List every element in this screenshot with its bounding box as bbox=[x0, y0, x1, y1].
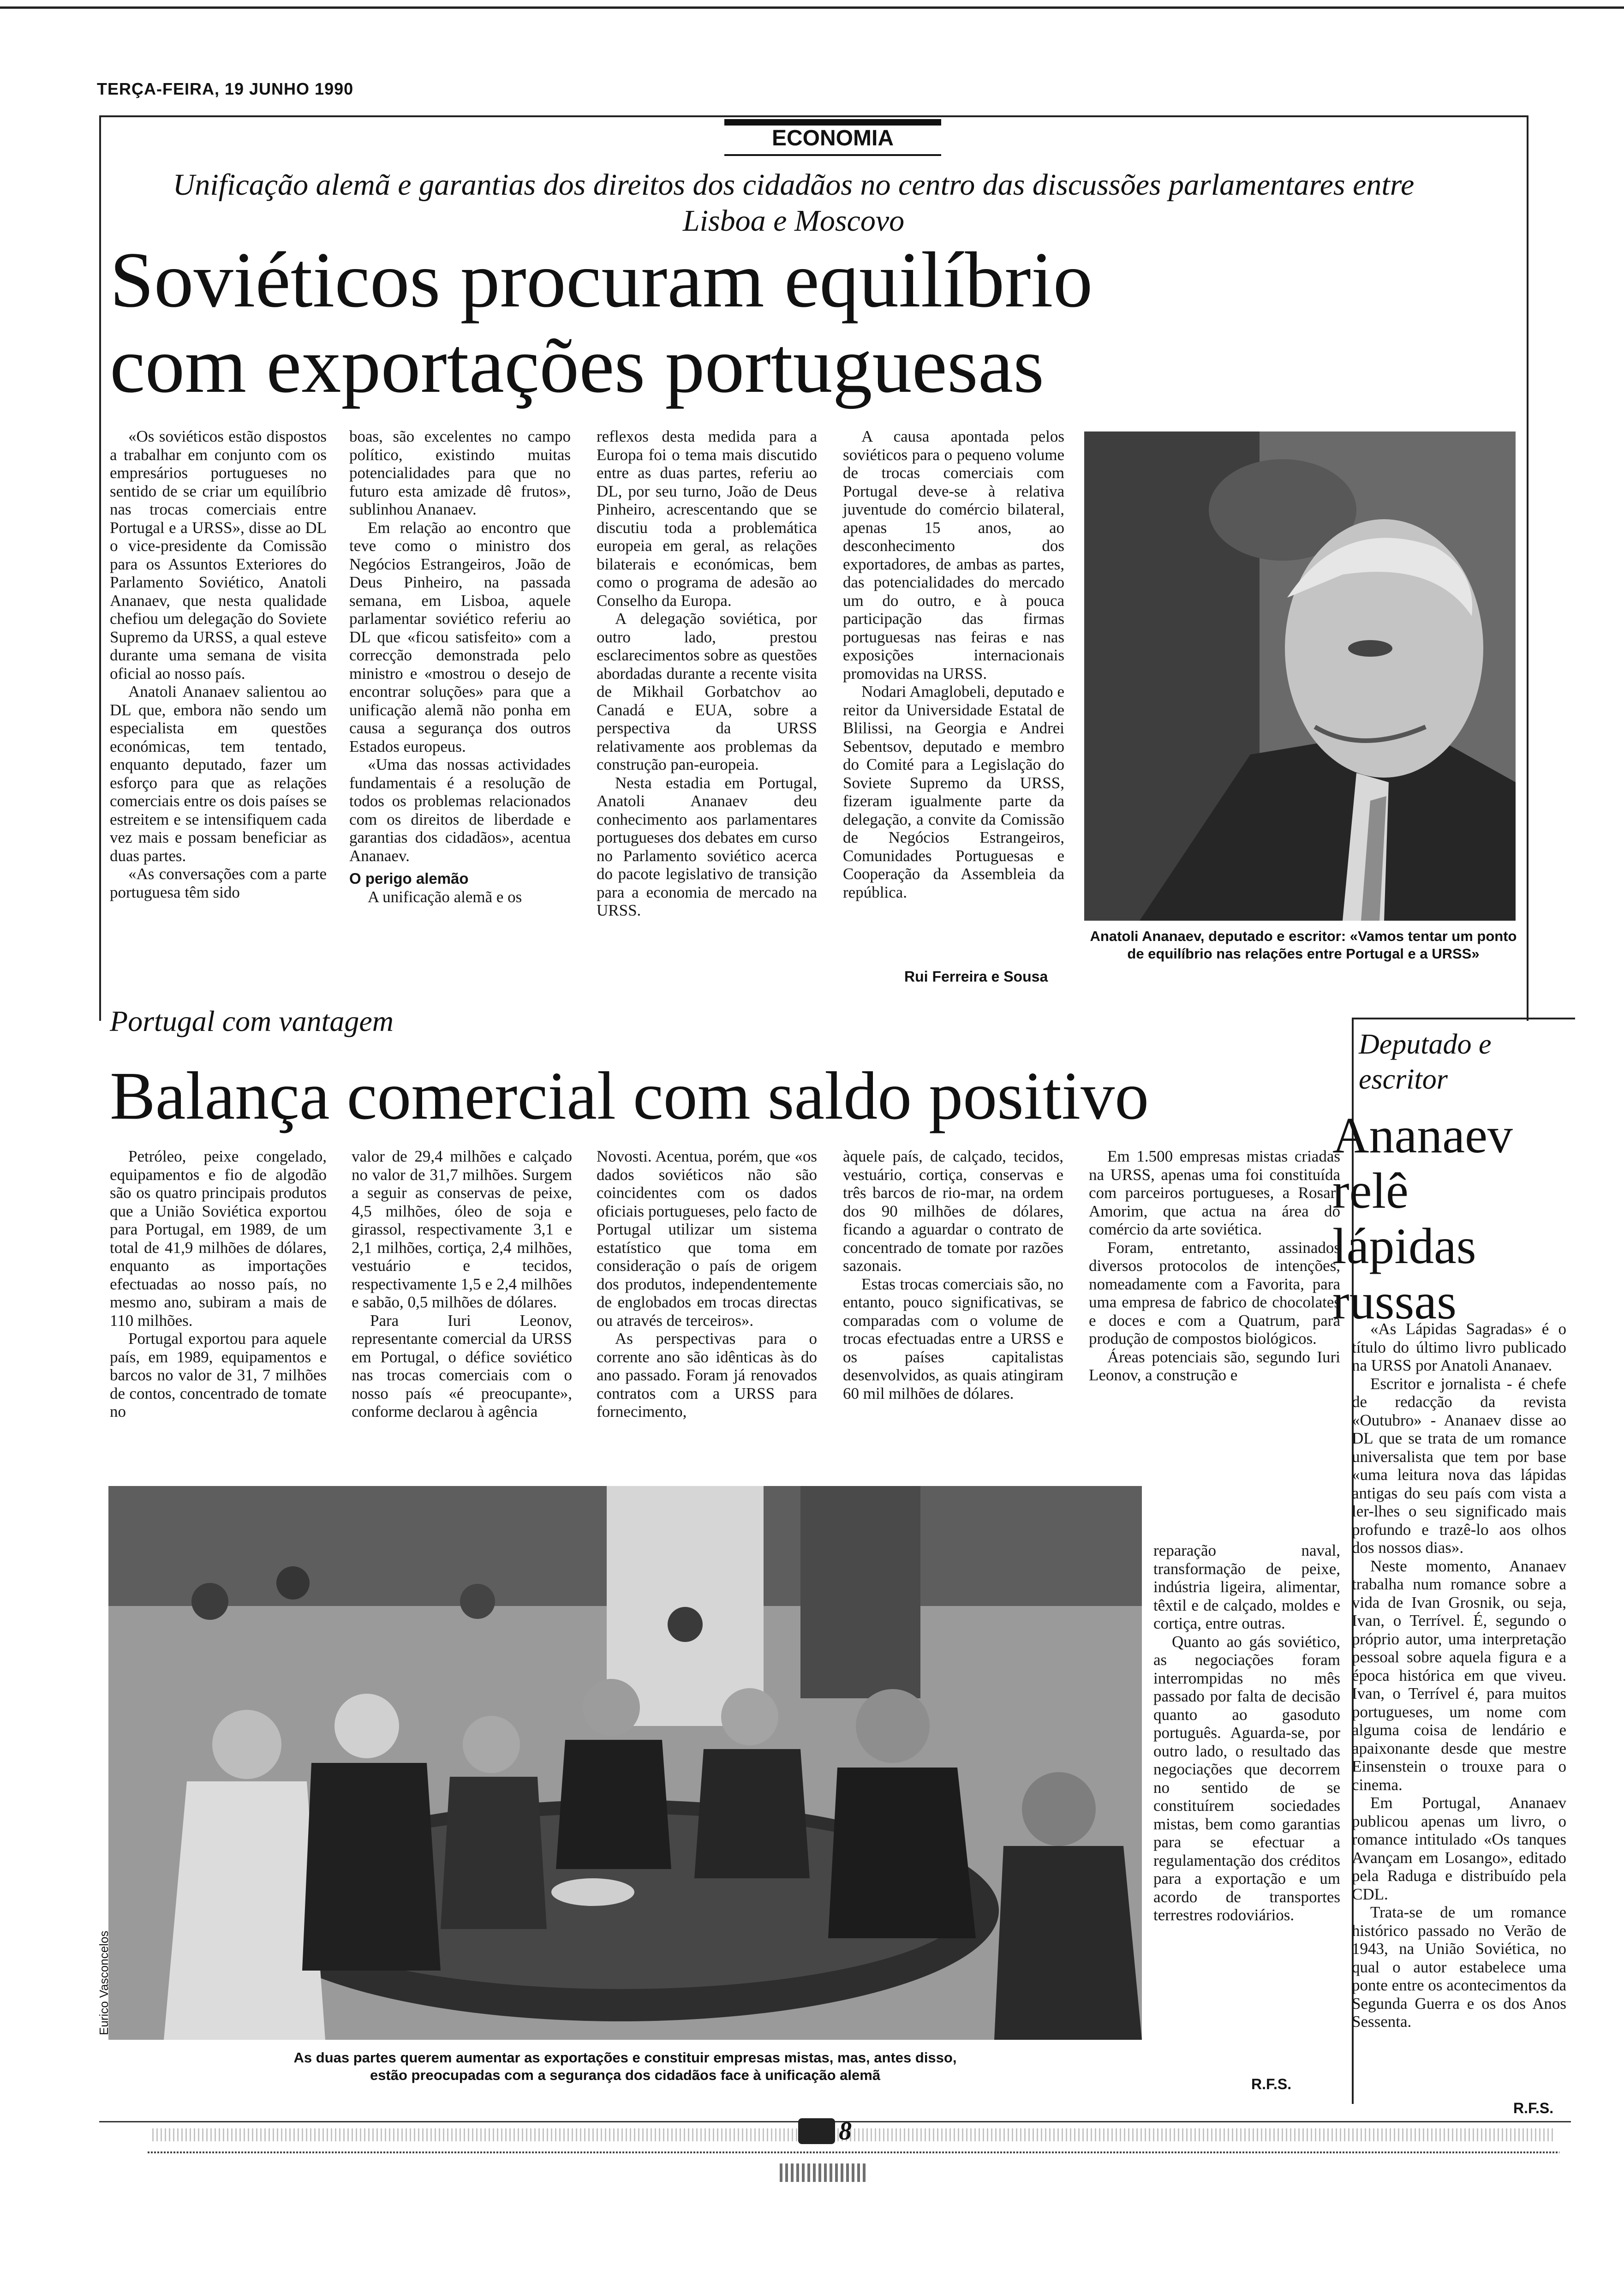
article1-col2 bbox=[349, 427, 571, 906]
paragraph: «As Lápidas Sagradas» é o título do último livro publicado na URSS por Anatoli Ananaev. bbox=[1352, 1320, 1566, 1374]
section-underline bbox=[724, 154, 941, 156]
paragraph: Em Portugal, Ananaev publicou apenas um livro, o romance intitulado «Os tanques Avançam em Losango», editado pela Raduga e distribuído pela CDL. bbox=[1352, 1794, 1566, 1903]
paragraph: A delegação soviética, por outro lado, prestou esclarecimentos sobre as questões abordadas durante a recente visita de Mikhail Gorbatchov ao Canadá e EUA, sobre a perspectiva da URSS relativamente aos problemas da construção pan-europeia. bbox=[597, 610, 817, 773]
paragraph: valor de 29,4 milhões e calçado no valor de 31,7 milhões. Surgem a seguir as conservas de peixe, 4,5 milhões, óleo de soja e girassol, respectivamente 3,1 e 2,1 milhões, cortiça, 2,4 milhões, vestuário e tecidos, respectivamente 1,5 e 2,4 milhões e sabão, 0,5 milhões de dólares. bbox=[352, 1147, 572, 1311]
article2-byline: R.F.S. bbox=[1251, 2076, 1292, 2092]
paragraph: reparação naval, transformação de peixe, indústria ligeira, alimentar, têxtil e de calçado, moldes e cortiça, entre outras. bbox=[1153, 1541, 1340, 1632]
paragraph: Para Iuri Leonov, representante comercial da URSS em Portugal, o défice soviético nas trocas comerciais com o nosso país «é preocupante», conforme declarou à agência bbox=[352, 1311, 572, 1420]
paragraph: Trata-se de um romance histórico passado no Verão de 1943, na União Soviética, no qual o autor estabelece uma ponte entre os acontecimentos da Segunda Guerra e os dos Anos Sessenta. bbox=[1352, 1903, 1566, 2031]
sidebar-byline: R.F.S. bbox=[1513, 2100, 1554, 2116]
subheading: O perigo alemão bbox=[349, 870, 469, 887]
article1-col3 bbox=[597, 427, 817, 920]
paragraph: «Os soviéticos estão dispostos a trabalhar em conjunto com os empresários portugueses no sentido de se criar um equilíbrio nas trocas comerciais entre Portugal e a URSS», disse ao DL o vice-presidente da Comissão para os Assuntos Exteriores do Parlamento Soviético, Anatoli Ananaev, que nesta qualidade chefiou um delegação do Soviete Supremo da URSS, a qual esteve durante uma semana de visita oficial ao nosso país. bbox=[110, 427, 327, 683]
article1-byline: Rui Ferreira e Sousa bbox=[904, 968, 1048, 985]
paragraph: Em 1.500 empresas mistas criadas na URSS, apenas uma foi constituída com parceiros portugueses, a Rosart Amorim, que actua na área do comércio da arte soviética. bbox=[1089, 1147, 1340, 1238]
paragraph: Foram, entretanto, assinados diversos protocolos de intenções, nomeadamente com a Favorita, para uma empresa de fabrico de chocolates e doces e com a Quatrum, para produção de compostos biológicos. bbox=[1089, 1238, 1340, 1348]
article1-col1 bbox=[110, 427, 327, 901]
section-rule bbox=[724, 119, 941, 126]
footer-mark bbox=[798, 2118, 835, 2144]
portrait-figure bbox=[1084, 431, 1516, 921]
article2-col5-narrow bbox=[1153, 1541, 1340, 1924]
footer-logo bbox=[780, 2163, 867, 2182]
meeting-caption-line1: As duas partes querem aumentar as exportações e constituir empresas mistas, mas, antes disso, bbox=[293, 2049, 957, 2066]
article2-col3 bbox=[597, 1147, 817, 1421]
article2-col5-top bbox=[1089, 1147, 1340, 1384]
footer-rule bbox=[99, 2121, 1571, 2122]
footer-bottom-rule bbox=[148, 2151, 1559, 2153]
meeting-photo bbox=[108, 1486, 1142, 2040]
article1-col4 bbox=[843, 427, 1064, 901]
page-date: TERÇA-FEIRA, 19 JUNHO 1990 bbox=[97, 79, 354, 98]
page-number: 8 bbox=[839, 2117, 852, 2145]
paragraph: Portugal exportou para aquele país, em 1989, equipamentos e barcos no valor de 31, 7 milhões de contos, concentrado de tomate no bbox=[110, 1330, 327, 1420]
paragraph: A causa apontada pelos soviéticos para o pequeno volume de trocas comerciais com Portugal deve-se à relativa juventude do comércio bilateral, apenas 15 anos, ao desconhecimento dos exportadores, de ambas as partes, das potencialidades do mercado um do outro, e à pouca participação das firmas portuguesas nas feiras e nas exposições internacionais promovidas na URSS. bbox=[843, 427, 1064, 683]
paragraph: Escritor e jornalista - é chefe de redacção da revista «Outubro» - Ananaev disse ao DL que se trata de um romance universalista que tem por base «uma leitura nova das lápidas antigas do seu país com vista a ler-lhes o seu significado mais profundo e trazê-lo aos olhos dos nossos dias». bbox=[1352, 1374, 1566, 1557]
photo-credit: Eurico Vasconcelos bbox=[97, 1930, 111, 2035]
paragraph: Novosti. Acentua, porém, que «os dados soviéticos não são coincidentes com os dados oficiais portugueses, pelo facto de Portugal utilizar um sistema estatístico que toma em consideração o país de origem dos produtos, independentemente de englobados em trocas directas ou através de terceiros». bbox=[597, 1147, 817, 1330]
paragraph: Anatoli Ananaev salientou ao DL que, embora não sendo um especialista em questões económicas, tem tentado, enquanto deputado, fazer um esforço para que as relações comerciais entre os dois países se estreitem e se intensifiquem cada vez mais e possam beneficiar as duas partes. bbox=[110, 683, 327, 865]
paragraph: Nodari Amaglobeli, deputado e reitor da Universidade Estatal de Blilissi, na Georgia e Andrei Sebentsov, deputado e membro do Comité para a Legislação do Soviete Supremo da URSS, fizeram igualmente parte da delegação, a convite da Comissão de Negócios Estrangeiros, Comunidades Portuguesas e Cooperação da Assembleia da república. bbox=[843, 683, 1064, 901]
article2-kicker: Portugal com vantagem bbox=[110, 1005, 394, 1037]
paragraph: A unificação alemã e os bbox=[368, 888, 522, 906]
article1-headline-line2: com exportações portuguesas bbox=[110, 322, 1045, 409]
meeting-caption-line2: estão preocupadas com a segurança dos cidadãos face à unificação alemã bbox=[370, 2067, 881, 2083]
paragraph: àquele país, de calçado, tecidos, vestuário, cortiça, conservas e três barcos de rio-mar, na ordem dos 90 milhões de dólares, ficando a aguardar o contrato de concentrado de tomate por razões sazonais. bbox=[843, 1147, 1063, 1275]
paragraph: «As conversações com a parte portuguesa têm sido bbox=[110, 865, 327, 901]
paragraph: As perspectivas para o corrente ano são idênticas às do ano passado. Foram já renovados contratos com a URSS para fornecimento, bbox=[597, 1330, 817, 1420]
article1-headline-line1: Soviéticos procuram equilíbrio bbox=[110, 236, 1093, 324]
paragraph: Quanto ao gás soviético, as negociações foram interrompidas no mês passado por falta de decisão quanto ao gasoduto português. Aguarda-se, por outro lado, o resultado das negociações que decorrem no sentido de se constituírem sociedades mistas, bem como garantias para se efectuar a regulamentação dos créditos para a exportação e um acordo de transportes terrestres rodoviários. bbox=[1153, 1632, 1340, 1924]
paragraph: Neste momento, Ananaev trabalha num romance sobre a vida de Ivan Grosnik, ou seja, Ivan, o Terrível. É, segundo o próprio autor, uma interpretação pessoal sobre aquela figura e a época histórica em que viveu. Ivan, o Terrível é, para muitos portugueses, um nome com alguma coisa de lendário e apaixonante desde que mestre Einsenstein o trouxe para o cinema. bbox=[1352, 1557, 1566, 1794]
article2-col4 bbox=[843, 1147, 1063, 1402]
sidebar-headline: Ananaev relê lápidas russas bbox=[1332, 1107, 1513, 1330]
paragraph: boas, são excelentes no campo político, existindo muitas potencialidades para que no futuro esta amizade dê frutos», sublinhou Ananaev. bbox=[349, 427, 571, 518]
top-rule bbox=[0, 6, 1624, 9]
section-label: ECONOMIA bbox=[772, 126, 894, 150]
article2-headline: Balança comercial com saldo positivo bbox=[110, 1058, 1149, 1134]
footer-noise-band bbox=[152, 2128, 1555, 2141]
paragraph: reflexos desta medida para a Europa foi o tema mais discutido entre as duas partes, referiu ao DL, por seu turno, João de Deus Pinheiro, acrescentando que se discutiu toda a problemática europeia em geral, as relações bilaterais e económicas, bem como o programa de adesão ao Conselho da Europa. bbox=[597, 427, 817, 610]
meeting-scene bbox=[108, 1486, 1142, 2040]
sidebar-kicker: Deputado e escritor bbox=[1359, 1029, 1492, 1095]
article1-kicker: Unificação alemã e garantias dos direitos dos cidadãos no centro das discussões parlamentares entre Lisboa e Moscovo bbox=[173, 168, 1415, 238]
article2-col1 bbox=[110, 1147, 327, 1421]
article2-col2 bbox=[352, 1147, 572, 1421]
paragraph: Em relação ao encontro que teve como o ministro dos Negócios Estrangeiros, João de Deus Pinheiro, na passada semana, em Lisboa, aquele parlamentar soviético referiu ao DL que «ficou satisfeito» com a correcção demonstrada pelo ministro e «mostrou o desejo de encontrar soluções» para que a unificação alemã não ponha em causa a segurança dos outros Estados europeus. bbox=[349, 518, 571, 755]
sidebar-body bbox=[1352, 1320, 1566, 2031]
paragraph: Estas trocas comerciais são, no entanto, pouco significativas, se comparadas com o volume de trocas efectuadas entre a URSS e os países capitalistas desenvolvidos, as quais atingiram 60 mil milhões de dólares. bbox=[843, 1275, 1063, 1402]
ananaev-portrait bbox=[1084, 431, 1516, 921]
paragraph: Nesta estadia em Portugal, Anatoli Ananaev deu conhecimento aos parlamentares portugueses dos debates em curso no Parlamento soviético acerca do pacote legislativo de transição para a economia de mercado na URSS. bbox=[597, 773, 817, 919]
paragraph: Petróleo, peixe congelado, equipamentos e fio de algodão são os quatro principais produtos que a União Soviética exportou para Portugal, em 1989, de um total de 41,9 milhões de dólares, enquanto as importações efectuadas ao nosso país, no mesmo ano, subiram a mais de 110 milhões. bbox=[110, 1147, 327, 1330]
paragraph: Áreas potenciais são, segundo Iuri Leonov, a construção e bbox=[1089, 1348, 1340, 1384]
paragraph: «Uma das nossas actividades fundamentais é a resolução de todos os problemas relacionados com os direitos de liberdade e garantias dos cidadãos», acentua Ananaev. bbox=[349, 755, 571, 865]
portrait-caption: Anatoli Ananaev, deputado e escritor: «Vamos tentar um ponto de equilíbrio nas relações entre Portugal e a URSS» bbox=[1090, 928, 1517, 962]
